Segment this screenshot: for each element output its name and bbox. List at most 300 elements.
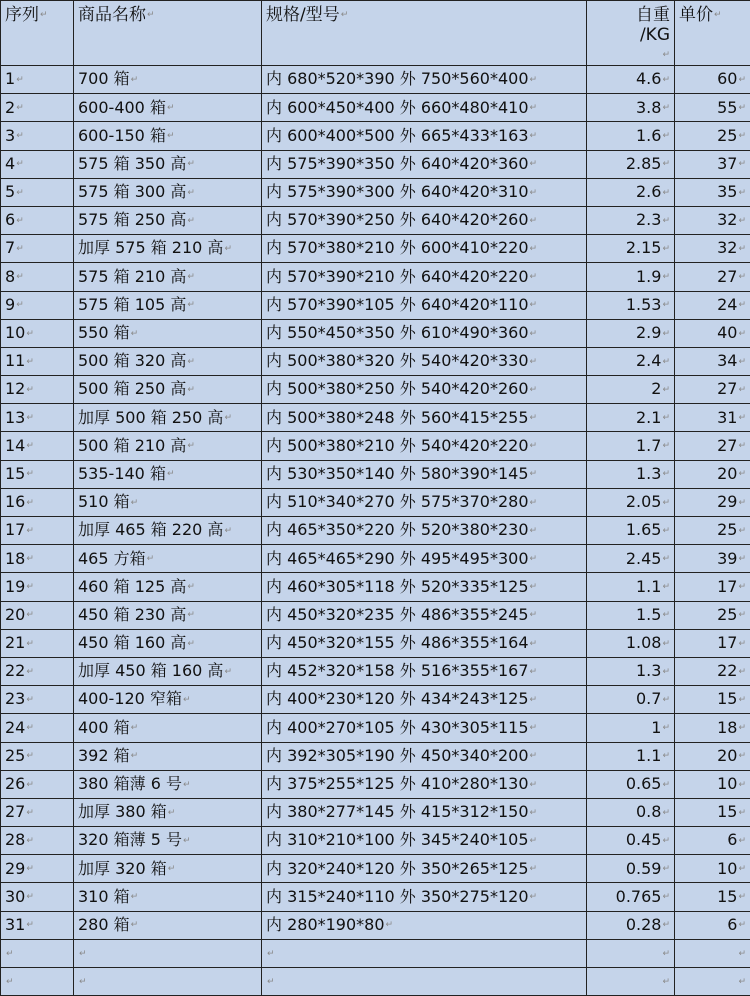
cell-weight-text: 1.5	[636, 605, 661, 624]
cell-weight-text: 2.6	[636, 182, 661, 201]
cell-index-text: 6	[5, 210, 15, 229]
cell-price	[675, 404, 750, 432]
cell-index-text: 21	[5, 633, 25, 652]
cell-index	[1, 150, 74, 178]
paragraph-mark-icon: ↵	[738, 582, 746, 592]
cell-name	[74, 968, 262, 996]
cell-spec-text: 内 460*305*118 外 520*335*125	[266, 577, 529, 596]
cell-price	[675, 178, 750, 206]
cell-spec	[262, 291, 587, 319]
paragraph-mark-icon: ↵	[738, 75, 746, 85]
cell-spec	[262, 517, 587, 545]
paragraph-mark-icon: ↵	[530, 526, 538, 536]
cell-weight-text: 2.3	[636, 210, 661, 229]
cell-index-text: 26	[5, 774, 25, 793]
cell-index-text: 10	[5, 323, 25, 342]
cell-name	[74, 347, 262, 375]
cell-spec	[262, 629, 587, 657]
paragraph-mark-icon: ↵	[662, 103, 670, 113]
paragraph-mark-icon: ↵	[738, 131, 746, 141]
paragraph-mark-icon: ↵	[187, 441, 195, 451]
cell-spec	[262, 827, 587, 855]
table-row	[1, 855, 750, 883]
table-row	[1, 686, 750, 714]
table-row	[1, 770, 750, 798]
cell-index	[1, 319, 74, 347]
cell-name-text: 535-140 箱	[78, 464, 166, 483]
cell-index	[1, 686, 74, 714]
cell-index	[1, 432, 74, 460]
paragraph-mark-icon: ↵	[738, 667, 746, 677]
paragraph-mark-icon: ↵	[530, 216, 538, 226]
cell-name	[74, 319, 262, 347]
paragraph-mark-icon: ↵	[738, 441, 746, 451]
table-row	[1, 517, 750, 545]
paragraph-mark-icon: ↵	[662, 864, 670, 874]
cell-index	[1, 601, 74, 629]
cell-price	[675, 94, 750, 122]
cell-price	[675, 545, 750, 573]
cell-weight	[587, 488, 675, 516]
cell-name-text: 500 箱 210 高	[78, 436, 186, 455]
paragraph-mark-icon: ↵	[530, 892, 538, 902]
cell-index	[1, 206, 74, 234]
cell-index	[1, 460, 74, 488]
cell-spec	[262, 150, 587, 178]
cell-spec-text: 内 380*277*145 外 415*312*150	[266, 802, 529, 821]
cell-price	[675, 968, 750, 996]
cell-price	[675, 827, 750, 855]
cell-weight	[587, 714, 675, 742]
cell-index-text: 19	[5, 577, 25, 596]
cell-weight-text: 0.45	[626, 830, 662, 849]
paragraph-mark-icon: ↵	[738, 159, 746, 169]
cell-index	[1, 517, 74, 545]
cell-index	[1, 122, 74, 150]
cell-index	[1, 66, 74, 94]
cell-index	[1, 263, 74, 291]
paragraph-mark-icon: ↵	[738, 357, 746, 367]
paragraph-mark-icon: ↵	[131, 723, 139, 733]
paragraph-mark-icon: ↵	[187, 357, 195, 367]
paragraph-mark-icon: ↵	[16, 244, 24, 254]
cell-name-text: 310 箱	[78, 887, 130, 906]
paragraph-mark-icon: ↵	[662, 75, 670, 85]
table-row	[1, 968, 750, 996]
cell-spec	[262, 235, 587, 263]
paragraph-mark-icon: ↵	[167, 469, 175, 479]
paragraph-mark-icon: ↵	[26, 695, 34, 705]
paragraph-mark-icon: ↵	[662, 667, 670, 677]
cell-weight-text: 4.6	[636, 69, 661, 88]
table-row	[1, 347, 750, 375]
cell-index	[1, 178, 74, 206]
cell-name-text: 450 箱 160 高	[78, 633, 186, 652]
paragraph-mark-icon: ↵	[530, 469, 538, 479]
cell-price-text: 15	[717, 887, 737, 906]
cell-price	[675, 460, 750, 488]
paragraph-mark-icon: ↵	[187, 582, 195, 592]
cell-spec-text: 内 600*400*500 外 665*433*163	[266, 126, 529, 145]
paragraph-mark-icon: ↵	[168, 864, 176, 874]
cell-spec-text: 内 392*305*190 外 450*340*200	[266, 746, 529, 765]
cell-weight	[587, 629, 675, 657]
cell-name	[74, 855, 262, 883]
cell-weight	[587, 66, 675, 94]
cell-price-text: 34	[717, 351, 737, 370]
cell-spec-text: 内 575*390*300 外 640*420*310	[266, 182, 529, 201]
cell-spec-text: 内 465*465*290 外 495*495*300	[266, 549, 529, 568]
cell-index-text: 30	[5, 887, 25, 906]
paragraph-mark-icon: ↵	[183, 780, 191, 790]
paragraph-mark-icon: ↵	[662, 949, 670, 959]
cell-weight	[587, 291, 675, 319]
cell-spec	[262, 94, 587, 122]
paragraph-mark-icon: ↵	[168, 808, 176, 818]
paragraph-mark-icon: ↵	[662, 300, 670, 310]
cell-weight	[587, 319, 675, 347]
cell-price-text: 32	[717, 238, 737, 257]
cell-name-text: 575 箱 210 高	[78, 267, 186, 286]
cell-name	[74, 178, 262, 206]
paragraph-mark-icon: ↵	[26, 920, 34, 930]
paragraph-mark-icon: ↵	[662, 216, 670, 226]
header-spec: 规格/型号↵	[262, 1, 587, 66]
cell-index-text: 16	[5, 492, 25, 511]
cell-name-text: 700 箱	[78, 69, 130, 88]
paragraph-mark-icon: ↵	[530, 357, 538, 367]
cell-name-text: 380 箱薄 6 号	[78, 774, 182, 793]
cell-price	[675, 798, 750, 826]
cell-name-text: 加厚 450 箱 160 高	[78, 661, 223, 680]
cell-index	[1, 657, 74, 685]
cell-name	[74, 235, 262, 263]
paragraph-mark-icon: ↵	[738, 723, 746, 733]
paragraph-mark-icon: ↵	[26, 892, 34, 902]
cell-name-text: 575 箱 250 高	[78, 210, 186, 229]
cell-name	[74, 517, 262, 545]
cell-spec-text: 内 530*350*140 外 580*390*145	[266, 464, 529, 483]
cell-weight-text: 1.08	[626, 633, 662, 652]
table-row	[1, 94, 750, 122]
paragraph-mark-icon: ↵	[662, 920, 670, 930]
cell-price-text: 17	[717, 577, 737, 596]
cell-name	[74, 573, 262, 601]
cell-price	[675, 714, 750, 742]
cell-weight-text: 3.8	[636, 98, 661, 117]
paragraph-mark-icon: ↵	[79, 949, 87, 959]
paragraph-mark-icon: ↵	[662, 695, 670, 705]
paragraph-mark-icon: ↵	[131, 329, 139, 339]
cell-price	[675, 291, 750, 319]
cell-weight-text: 2.4	[636, 351, 661, 370]
paragraph-mark-icon: ↵	[16, 216, 24, 226]
cell-index-text: 13	[5, 408, 25, 427]
cell-index-text: 18	[5, 549, 25, 568]
cell-spec	[262, 770, 587, 798]
paragraph-mark-icon: ↵	[26, 554, 34, 564]
cell-price-text: 20	[717, 746, 737, 765]
cell-spec-text: 内 570*390*210 外 640*420*220	[266, 267, 529, 286]
paragraph-mark-icon: ↵	[16, 103, 24, 113]
paragraph-mark-icon: ↵	[6, 977, 14, 987]
cell-name	[74, 939, 262, 967]
table-row	[1, 573, 750, 601]
paragraph-mark-icon: ↵	[662, 244, 670, 254]
cell-price	[675, 742, 750, 770]
paragraph-mark-icon: ↵	[530, 808, 538, 818]
paragraph-mark-icon: ↵	[6, 949, 14, 959]
cell-spec	[262, 206, 587, 234]
cell-price-text: 25	[717, 126, 737, 145]
table-row	[1, 798, 750, 826]
cell-weight-text: 2.85	[626, 154, 662, 173]
cell-price	[675, 573, 750, 601]
paragraph-mark-icon: ↵	[738, 695, 746, 705]
cell-price-text: 10	[717, 774, 737, 793]
cell-weight-text: 1.9	[636, 267, 661, 286]
cell-spec	[262, 432, 587, 460]
cell-weight	[587, 235, 675, 263]
cell-name	[74, 545, 262, 573]
cell-name	[74, 911, 262, 939]
cell-spec	[262, 66, 587, 94]
paragraph-mark-icon: ↵	[530, 498, 538, 508]
cell-weight-text: 2.45	[626, 549, 662, 568]
paragraph-mark-icon: ↵	[662, 469, 670, 479]
cell-price-text: 29	[717, 492, 737, 511]
paragraph-mark-icon: ↵	[131, 498, 139, 508]
cell-weight-text: 2.9	[636, 323, 661, 342]
paragraph-mark-icon: ↵	[26, 385, 34, 395]
paragraph-mark-icon: ↵	[187, 610, 195, 620]
cell-index-text: 20	[5, 605, 25, 624]
table-row	[1, 432, 750, 460]
cell-price-text: 17	[717, 633, 737, 652]
cell-spec-text: 内 320*240*120 外 350*265*125	[266, 859, 529, 878]
cell-weight	[587, 263, 675, 291]
cell-price	[675, 150, 750, 178]
cell-price-text: 40	[717, 323, 737, 342]
cell-price	[675, 488, 750, 516]
table-row	[1, 206, 750, 234]
cell-index	[1, 742, 74, 770]
cell-spec	[262, 657, 587, 685]
paragraph-mark-icon: ↵	[16, 300, 24, 310]
table-row	[1, 601, 750, 629]
paragraph-mark-icon: ↵	[26, 441, 34, 451]
paragraph-mark-icon: ↵	[530, 272, 538, 282]
cell-price-text: 27	[717, 379, 737, 398]
paragraph-mark-icon: ↵	[530, 695, 538, 705]
cell-weight	[587, 686, 675, 714]
cell-weight-text: 2.1	[636, 408, 661, 427]
cell-weight-text: 2.05	[626, 492, 662, 511]
cell-index	[1, 911, 74, 939]
cell-name-text: 400 箱	[78, 718, 130, 737]
cell-weight-text: 0.765	[616, 887, 662, 906]
cell-name-text: 加厚 380 箱	[78, 802, 167, 821]
cell-index-text: 12	[5, 379, 25, 398]
paragraph-mark-icon: ↵	[662, 357, 670, 367]
cell-price	[675, 883, 750, 911]
cell-weight-text: 1.3	[636, 661, 661, 680]
paragraph-mark-icon: ↵	[662, 639, 670, 649]
paragraph-mark-icon: ↵	[224, 526, 232, 536]
cell-price	[675, 657, 750, 685]
table-row	[1, 178, 750, 206]
cell-spec-text: 内 570*390*105 外 640*420*110	[266, 295, 529, 314]
cell-price	[675, 855, 750, 883]
cell-price	[675, 206, 750, 234]
header-weight: 自重 /KG ↵	[587, 1, 675, 66]
paragraph-mark-icon: ↵	[26, 751, 34, 761]
paragraph-mark-icon: ↵	[530, 639, 538, 649]
paragraph-mark-icon: ↵	[79, 977, 87, 987]
paragraph-mark-icon: ↵	[662, 751, 670, 761]
cell-weight-text: 2.15	[626, 238, 662, 257]
paragraph-mark-icon: ↵	[26, 357, 34, 367]
table-row	[1, 122, 750, 150]
cell-weight	[587, 122, 675, 150]
cell-price-text: 55	[717, 98, 737, 117]
table-row	[1, 657, 750, 685]
table-row	[1, 742, 750, 770]
cell-price-text: 39	[717, 549, 737, 568]
cell-spec	[262, 939, 587, 967]
cell-weight-text: 0.8	[636, 802, 661, 821]
paragraph-mark-icon: ↵	[530, 441, 538, 451]
cell-spec-text: 内 500*380*210 外 540*420*220	[266, 436, 529, 455]
cell-index	[1, 855, 74, 883]
cell-price	[675, 686, 750, 714]
paragraph-mark-icon: ↵	[738, 610, 746, 620]
cell-index-text: 15	[5, 464, 25, 483]
table-row	[1, 488, 750, 516]
paragraph-mark-icon: ↵	[530, 836, 538, 846]
cell-price-text: 20	[717, 464, 737, 483]
cell-name	[74, 404, 262, 432]
cell-name	[74, 629, 262, 657]
paragraph-mark-icon: ↵	[26, 667, 34, 677]
paragraph-mark-icon: ↵	[738, 977, 746, 987]
cell-weight-text: 0.59	[626, 859, 662, 878]
cell-name-text: 加厚 465 箱 220 高	[78, 520, 223, 539]
paragraph-mark-icon: ↵	[16, 131, 24, 141]
cell-name-text: 600-400 箱	[78, 98, 166, 117]
cell-index-text: 8	[5, 267, 15, 286]
cell-index-text: 24	[5, 718, 25, 737]
cell-name-text: 510 箱	[78, 492, 130, 511]
cell-index-text: 22	[5, 661, 25, 680]
cell-weight	[587, 657, 675, 685]
table-row	[1, 714, 750, 742]
cell-price	[675, 66, 750, 94]
paragraph-mark-icon: ↵	[662, 385, 670, 395]
cell-weight-text: 1.7	[636, 436, 661, 455]
paragraph-mark-icon: ↵	[662, 498, 670, 508]
cell-spec-text: 内 600*450*400 外 660*480*410	[266, 98, 529, 117]
cell-name	[74, 291, 262, 319]
table-row	[1, 263, 750, 291]
cell-weight	[587, 347, 675, 375]
paragraph-mark-icon: ↵	[738, 836, 746, 846]
cell-spec	[262, 376, 587, 404]
cell-price	[675, 347, 750, 375]
paragraph-mark-icon: ↵	[662, 526, 670, 536]
cell-spec	[262, 488, 587, 516]
cell-weight	[587, 827, 675, 855]
cell-name	[74, 686, 262, 714]
paragraph-mark-icon: ↵	[662, 131, 670, 141]
table-row	[1, 460, 750, 488]
cell-spec	[262, 178, 587, 206]
cell-weight-text: 0.28	[626, 915, 662, 934]
cell-price	[675, 263, 750, 291]
paragraph-mark-icon: ↵	[16, 188, 24, 198]
cell-price	[675, 517, 750, 545]
cell-name	[74, 488, 262, 516]
cell-index-text: 31	[5, 915, 25, 934]
cell-index	[1, 629, 74, 657]
cell-weight	[587, 939, 675, 967]
cell-spec-text: 内 500*380*250 外 540*420*260	[266, 379, 529, 398]
cell-name	[74, 150, 262, 178]
cell-price-text: 18	[717, 718, 737, 737]
cell-spec	[262, 742, 587, 770]
paragraph-mark-icon: ↵	[530, 667, 538, 677]
cell-weight	[587, 601, 675, 629]
cell-index-text: 2	[5, 98, 15, 117]
paragraph-mark-icon: ↵	[738, 272, 746, 282]
table-row	[1, 883, 750, 911]
cell-weight-text: 0.65	[626, 774, 662, 793]
cell-name-text: 550 箱	[78, 323, 130, 342]
paragraph-mark-icon: ↵	[187, 639, 195, 649]
cell-index-text: 4	[5, 154, 15, 173]
paragraph-mark-icon: ↵	[16, 75, 24, 85]
cell-weight	[587, 460, 675, 488]
paragraph-mark-icon: ↵	[738, 188, 746, 198]
paragraph-mark-icon: ↵	[738, 103, 746, 113]
cell-price-text: 60	[717, 69, 737, 88]
paragraph-mark-icon: ↵	[662, 892, 670, 902]
paragraph-mark-icon: ↵	[26, 639, 34, 649]
cell-weight-text: 1.1	[636, 577, 661, 596]
cell-spec-text: 内 315*240*110 外 350*275*120	[266, 887, 529, 906]
cell-index	[1, 883, 74, 911]
paragraph-mark-icon: ↵	[530, 131, 538, 141]
cell-name	[74, 883, 262, 911]
paragraph-mark-icon: ↵	[530, 159, 538, 169]
cell-spec-text: 内 680*520*390 外 750*560*400	[266, 69, 529, 88]
cell-weight-text: 1.1	[636, 746, 661, 765]
paragraph-mark-icon: ↵	[662, 808, 670, 818]
paragraph-mark-icon: ↵	[183, 836, 191, 846]
cell-price-text: 6	[727, 830, 737, 849]
cell-weight-text: 1.65	[626, 520, 662, 539]
cell-price	[675, 235, 750, 263]
cell-spec-text: 内 575*390*350 外 640*420*360	[266, 154, 529, 173]
paragraph-mark-icon: ↵	[662, 159, 670, 169]
paragraph-mark-icon: ↵	[738, 216, 746, 226]
cell-weight	[587, 770, 675, 798]
cell-index	[1, 347, 74, 375]
cell-weight-text: 0.7	[636, 689, 661, 708]
paragraph-mark-icon: ↵	[26, 582, 34, 592]
table-row	[1, 827, 750, 855]
paragraph-mark-icon: ↵	[530, 329, 538, 339]
